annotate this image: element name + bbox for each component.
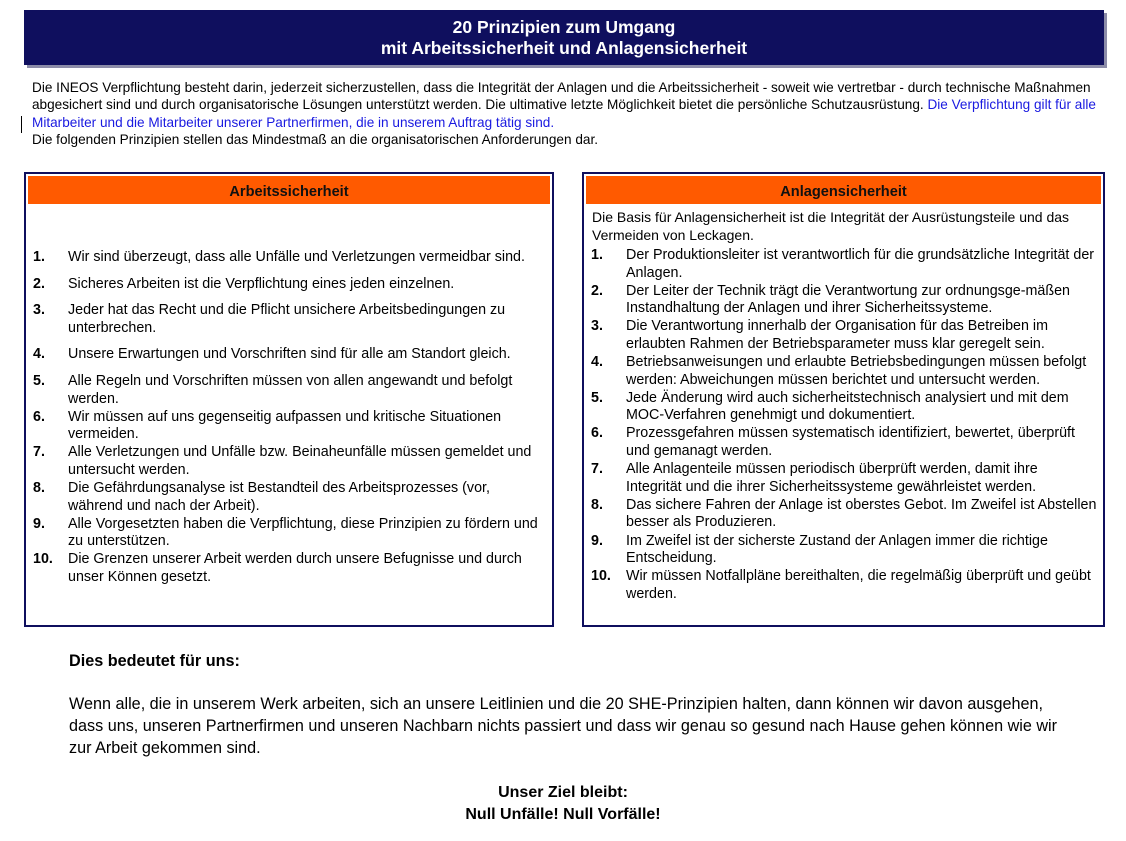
arbeitssicherheit-heading: Arbeitssicherheit — [28, 176, 550, 204]
goal-statement — [0, 782, 1126, 826]
list-item: 8. Das sichere Fahren der Anlage ist oberstes Gebot. Im Zweifel ist Abstellen besser als Produzieren. — [591, 496, 1097, 531]
anlagensicherheit-heading: Anlagensicherheit — [586, 176, 1101, 204]
list-item: 6. Prozessgefahren müssen systematisch identifiziert, bewertet, überprüft und gemanagt werden. — [591, 425, 1075, 460]
anlagensicherheit-box — [582, 172, 1105, 627]
goal-line-2: Null Unfälle! Null Vorfälle! — [465, 806, 661, 823]
intro-paragraph — [32, 79, 1107, 131]
intro-highlight: Die Verpflichtung gilt für alle Mitarbeiter und die Mitarbeiter unserer Partnerfirmen, die in unserem Auftrag tätig sind. — [32, 97, 1096, 130]
list-item: 7. Alle Anlagenteile müssen periodisch überprüft werden, damit ihre Integrität und die ihrer Sicherheitssysteme gewährleistet werden. — [591, 461, 1038, 495]
list-item: 6. Wir müssen auf uns gegenseitig aufpassen und kritische Situationen vermeiden. — [33, 408, 502, 443]
list-item: 5. Jede Änderung wird auch sicherheitstechnisch analysiert und mit dem MOC-Verfahren genehmigt und dokumentiert. — [591, 389, 1069, 424]
list-item: 1. Wir sind überzeugt, dass alle Unfälle und Verletzungen vermeidbar sind. — [33, 249, 525, 265]
arbeitssicherheit-box — [24, 172, 554, 627]
list-item: 10. Die Grenzen unserer Arbeit werden durch unsere Befugnisse und durch unser Können gesetzt. — [33, 551, 522, 585]
title-line-1: 20 Prinzipien zum Umgang — [452, 16, 676, 37]
intro-text: Die INEOS Verpflichtung besteht darin, jederzeit sicherzustellen, dass die Integrität der Anlagen und die Arbeitssicherheit - soweit wie vertretbar - durch technische Maßnahmen abgesichert sind und durch organisatorische Lösungen unterstützt werden. Die ultimative letzte Möglichkeit bietet die persönliche Schutzausrüstung. — [32, 80, 1091, 113]
closing-heading: Dies bedeutet für uns: — [69, 652, 240, 670]
list-item: 3. Jeder hat das Recht und die Pflicht unsichere Arbeitsbedingungen zu unterbrechen. — [33, 302, 506, 336]
list-item: 5. Alle Regeln und Vorschriften müssen von allen angewandt und befolgt werden. — [33, 372, 513, 407]
list-item: 10. Wir müssen Notfallpläne bereithalten, die regelmäßig überprüft und geübt werden. — [591, 568, 1091, 602]
text-cursor-mark — [21, 116, 22, 133]
intro-section — [32, 79, 1107, 149]
list-item: 9. Alle Vorgesetzten haben die Verpflichtung, diese Prinzipien zu fördern und zu unterstützen. — [33, 515, 538, 550]
list-item: 7. Alle Verletzungen und Unfälle bzw. Beinaheunfälle müssen gemeldet und untersucht werden. — [33, 444, 532, 478]
list-item: 1. Der Produktionsleiter ist verantwortlich für die grundsätzliche Integrität der Anlagen. — [591, 247, 1095, 281]
anlagensicherheit-intro: Die Basis für Anlagensicherheit ist die Integrität der Ausrüstungsteile und das Vermeiden von Leckagen. — [592, 209, 1070, 243]
list-item: 4. Betriebsanweisungen und erlaubte Betriebsbedingungen müssen befolgt werden: Abweichungen müssen berichtet und untersucht werden. — [591, 354, 1087, 388]
closing-text: Wenn alle, die in unserem Werk arbeiten, sich an unsere Leitlinien und die 20 SHE-Prinzipien halten, dann können wir davon ausgehen, dass uns, unseren Partnerfirmen und unseren Nachbarn nichts passiert und dass wir genau so gesund nach Hause gehen können wie wir zur Arbeit gekommen sind. — [69, 695, 1058, 757]
list-item: 3. Die Verantwortung innerhalb der Organisation für das Betreiben im erlaubten Rahmen der Betriebsparameter muss klar geregelt sein. — [591, 318, 1048, 352]
document-title — [24, 10, 1104, 65]
list-item: 4. Unsere Erwartungen und Vorschriften sind für alle am Standort gleich. — [33, 346, 511, 363]
arbeitssicherheit-list — [26, 249, 552, 587]
closing-section — [69, 650, 1079, 759]
title-line-2: mit Arbeitssicherheit und Anlagensicherheit — [380, 37, 748, 58]
anlagensicherheit-list — [584, 247, 1103, 603]
list-item: 8. Die Gefährdungsanalyse ist Bestandteil des Arbeitsprozesses (vor, während und nach der Arbeit). — [33, 480, 490, 514]
list-item: 2. Sicheres Arbeiten ist die Verpflichtung eines jeden einzelnen. — [33, 275, 455, 292]
list-item: 9. Im Zweifel ist der sicherste Zustand der Anlagen immer die richtige Entscheidung. — [591, 532, 1048, 567]
intro-minimum-statement: Die folgenden Prinzipien stellen das Mindestmaß an die organisatorischen Anforderungen dar. — [32, 132, 598, 148]
goal-line-1: Unser Ziel bleibt: — [498, 784, 628, 801]
list-item: 2. Der Leiter der Technik trägt die Verantwortung zur ordnungsge-mäßen Instandhaltung der Anlagen und ihrer Sicherheitssysteme. — [591, 282, 1070, 317]
